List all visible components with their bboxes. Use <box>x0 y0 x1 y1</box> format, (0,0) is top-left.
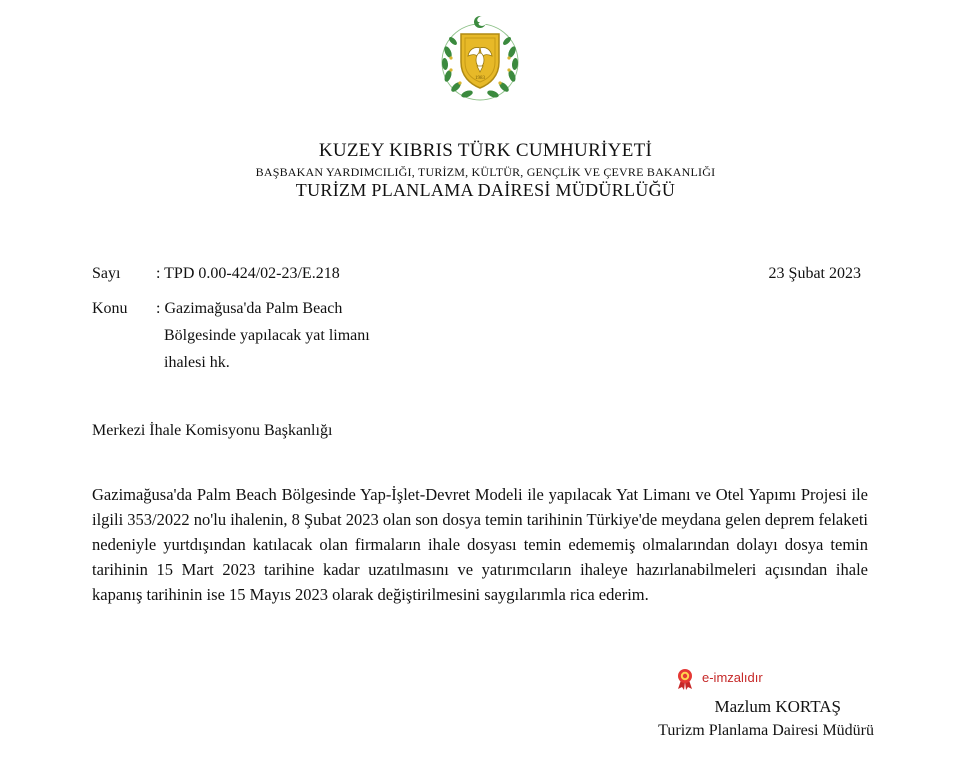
state-name: KUZEY KIBRIS TÜRK CUMHURİYETİ <box>318 140 653 161</box>
signer-title: Turizm Planlama Dairesi Müdürü <box>658 722 874 739</box>
svg-text:1983: 1983 <box>475 76 485 81</box>
award-ribbon-icon <box>676 668 694 690</box>
subject-line: Bölgesinde yapılacak yat limanı <box>164 327 370 344</box>
ministry-name: BAŞBAKAN YARDIMCILIĞI, TURİZM, KÜLTÜR, GENÇLİK VE ÇEVRE BAKANLIĞI <box>255 165 716 179</box>
letter-date: 23 Şubat 2023 <box>768 265 861 282</box>
letter-body: Gazimağusa'da Palm Beach Bölgesinde Yap-İşlet-Devret Modeli ile yapılacak Yat Limanı ve Otel Yapımı Projesi ile ilgili 353/2022 no'lu ihalenin, 8 Şubat 2023 olan son dosya temin tarihinin Türkiye'de meydana gelen deprem felaketi nedeniyle yurtdışından katılacak olan firmaların ihale dosyası temin edememiş olmalarından dolayı dosya temin tarihinin 15 Mart 2023 tarihine kadar uzatılmasını ve yatırımcıların ihaleye hazırlanabilmeleri açısından ihale kapanış tarihinin ise 15 Mayıs 2023 olarak değiştirilmesini saygılarımla rica ederim. <box>92 485 868 604</box>
reference-number-value: : TPD 0.00-424/02-23/E.218 <box>156 265 340 282</box>
e-signature-label: e-imzalıdır <box>702 670 763 685</box>
signer-name: Mazlum KORTAŞ <box>714 697 841 716</box>
subject-label: Konu <box>92 300 128 317</box>
subject-line: ihalesi hk. <box>164 354 230 371</box>
emblem-crescent-star <box>474 16 487 28</box>
recipient: Merkezi İhale Komisyonu Başkanlığı <box>92 422 333 439</box>
reference-number-label: Sayı <box>92 265 121 282</box>
subject-line: : Gazimağusa'da Palm Beach <box>156 300 343 317</box>
department-name: TURİZM PLANLAMA DAİRESİ MÜDÜRLÜĞÜ <box>295 180 676 200</box>
state-emblem-icon <box>434 12 526 104</box>
